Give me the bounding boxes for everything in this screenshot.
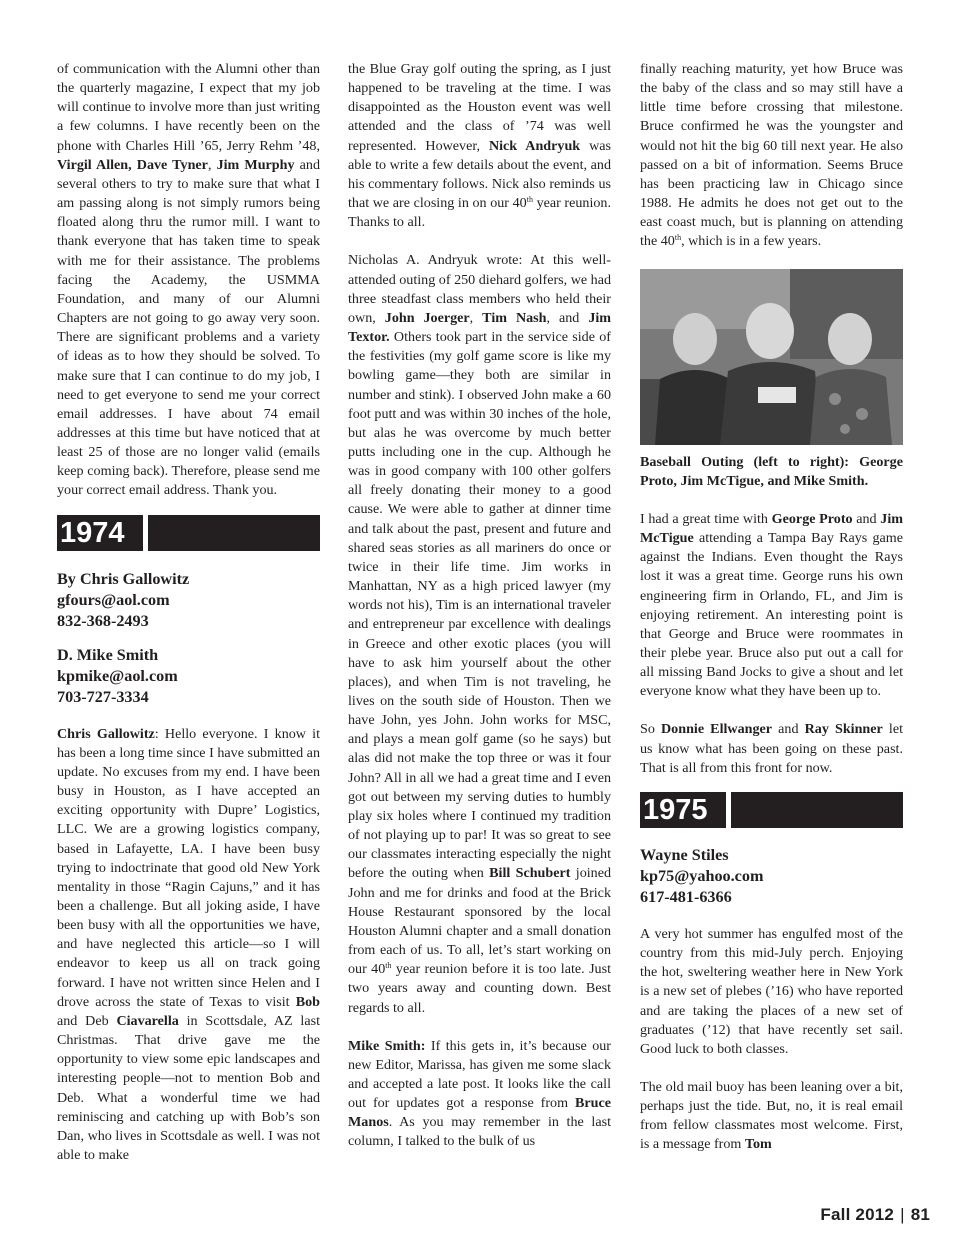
intro-paragraph: of communication with the Alumni other than the quarterly magazine, I expect that my job will continue to involve more than just writing a few columns. I have recently been on the phone with Charles Hill ’65, Jerry Rehm ’48, Virgil Allen, Dave Tyner, Jim Murphy and several others to try to make sure that what I am passing along is not simply rumors being floated along thru the rumor mill. I want to thank everyone that has taken time to speak with me for their assistance. The problems facing the Academy, the USMMA Foundation, and many of our Alumni Chapters are not going to go away very soon. There are significant problems and a variety of ideas as to how they should be solved. To make sure that I can continue to do my job, I need to get everyone to send me your correct email addresses. I have about 74 email addresses at this time but have noticed that at least 25 of those are no longer valid (emails keep coming back). Therefore, please send me your correct email address. Thank you. — [57, 61, 320, 499]
class-1974-banner — [57, 515, 320, 551]
contact-name: By Chris Gallowitz — [57, 569, 190, 588]
class-1975-banner — [640, 792, 903, 828]
class-year-label: 1975 — [640, 792, 726, 828]
class-1974-contact-1 — [57, 569, 320, 632]
contact-email: kp75@yahoo.com — [640, 866, 764, 885]
contact-name: Wayne Stiles — [640, 845, 729, 864]
class-1974-contact-2 — [57, 645, 320, 708]
bruce-paragraph: finally reaching maturity, yet how Bruce was the baby of the class and so may still have a little time before crossing that milestone. Bruce confirmed he was the youngster and would not hit the big 60 till next year. He also passed on a bit of information. Seems Bruce has been practicing law in Chicago since 1988. He admits he does not get out to the east coast much, but is planning on attending the 40th, which is in a few years. — [640, 61, 903, 250]
summer-paragraph: A very hot summer has engulfed most of the country from this mid-July perch. Enjoying the hot, sweltering weather here in New York is a new set of plebes (’16) who have reported and are taking the places of a new set of graduates (’12) that have recently set sail. Good luck to both classes. — [640, 925, 903, 1057]
baseball-outing-photo — [640, 269, 903, 445]
column-1 — [57, 60, 320, 1165]
contact-phone: 617-481-6366 — [640, 887, 732, 906]
contact-phone: 703-727-3334 — [57, 687, 149, 706]
page-footer — [820, 1205, 930, 1225]
issue-label: Fall 2012 — [820, 1205, 895, 1224]
banner-bar — [731, 792, 903, 828]
column-3 — [640, 60, 903, 1155]
closing-paragraph: So Donnie Ellwanger and Ray Skinner let us know what has been going on these past. That is all from this front for now. — [640, 721, 903, 776]
photo-illustration — [640, 269, 903, 445]
contact-name: D. Mike Smith — [57, 645, 159, 664]
column-2 — [348, 60, 611, 1152]
chris-paragraph: Chris Gallowitz: Hello everyone. I know it has been a long time since I have submitted an update. No excuses from my end. I have been busy in Houston, as I have accepted an exciting opportunity with Dupre’ Logistics, LLC. We are a growing logistics company, based in Lafayette, LA. I have been busy trying to indoctrinate that good old New York mentality in those “Ragin Cajuns,” and it has been a challenge. But all joking aside, I have been busy with all the opportunities we have, and have neglected this article—so I will endeavor to keep us all on track going forward. I have not written since Helen and I drove across the state of Texas to visit Bob and Deb Ciavarella in Scottsdale, AZ last Christmas. That drive gave me the opportunity to view some epic landscapes and interesting people—not to mention Bob and Deb. What a wonderful time we had reminiscing and catching up with Bob’s son Dan, who lives in Scottsdale as well. I was not able to make — [57, 725, 320, 1164]
footer-separator: | — [900, 1205, 905, 1224]
mike-smith-paragraph: Mike Smith: If this gets in, it’s because our new Editor, Marissa, has given me some slack and accepted a late post. It looks like the call out for updates got a response from Bruce Manos. As you may remember in the last column, I talked to the bulk of us — [348, 1037, 611, 1150]
photo-caption: Baseball Outing (left to right): George Proto, Jim McTigue, and Mike Smith. — [640, 453, 903, 489]
page-number: 81 — [910, 1205, 930, 1224]
banner-bar — [148, 515, 320, 551]
mail-buoy-paragraph: The old mail buoy has been leaning over a bit, perhaps just the tide. But, no, it is real email from fellow classmates most welcome. First, is a message from Tom — [640, 1079, 903, 1153]
contact-email: gfours@aol.com — [57, 590, 170, 609]
class-1975-contact — [640, 845, 903, 908]
golf-intro-paragraph: the Blue Gray golf outing the spring, as I just happened to be traveling at the time. I was disappointed as the Houston event was well attended and the class of ’74 was well represented. However, Nick Andryuk was able to write a few details about the event, and his commentary follows. Nick also reminds us that we are closing in on our 40th year reunion. Thanks to all. — [348, 61, 612, 231]
andryuk-paragraph: Nicholas A. Andryuk wrote: At this well-attended outing of 250 diehard golfers, we had three steadfast class members who held their own, John Joerger, Tim Nash, and Jim Textor. Others took part in the service side of the festivities (my golf game score is like my bowling game—they both are similar in number and stink). I observed John make a 60 foot putt and was within 30 inches of the hole, but alas he was overcome by much better putts including one in the cup. Although he was in good company with 100 other golfers all freely donating their money to a good cause. We were able to gather at dinner time and talk about the past, present and future and shared seas stories as all mariners do once or twice in their life time. Jim works in Manhattan, NY as a high priced lawyer (my words not his), Tim is an international traveler and entrepreneur par excellence with dealings in Greece and other exotic places (you will have to ask him yourself about the other places), and when Tim is not traveling, he lives on the south side of Houston. Then we have John, yes John. John works for MSC, and plays a mean golf game (so he says) but alas did not make the top three or was it four John? All in all we had a great time and I even got out between my serving duties to humbly play six holes where I continued my tradition of not playing up to par! It was so great to see our classmates interacting especially the night before the outing when Bill Schubert joined John and me for drinks and food at the Brick House Restaurant sponsored by the local Houston Alumni chapter and a small donation from each of us. To all, let’s start working on our 40th year reunion before it is too late. Just two years away and counting down. Best regards to all. — [348, 252, 612, 1016]
class-year-label: 1974 — [57, 515, 143, 551]
contact-email: kpmike@aol.com — [57, 666, 178, 685]
contact-phone: 832-368-2493 — [57, 611, 149, 630]
rays-game-paragraph: I had a great time with George Proto and Jim McTigue attending a Tampa Bay Rays game against the Indians. Even thought the Rays lost it was a great time. George runs his own engineering firm in Orlando, FL, and Jim is enjoying retirement. An interesting point is that George and Bruce were roommates in their plebe year. Bruce also put out a call for all missing Band Jocks to give a shout and let everyone know what they have been up to. — [640, 510, 903, 700]
